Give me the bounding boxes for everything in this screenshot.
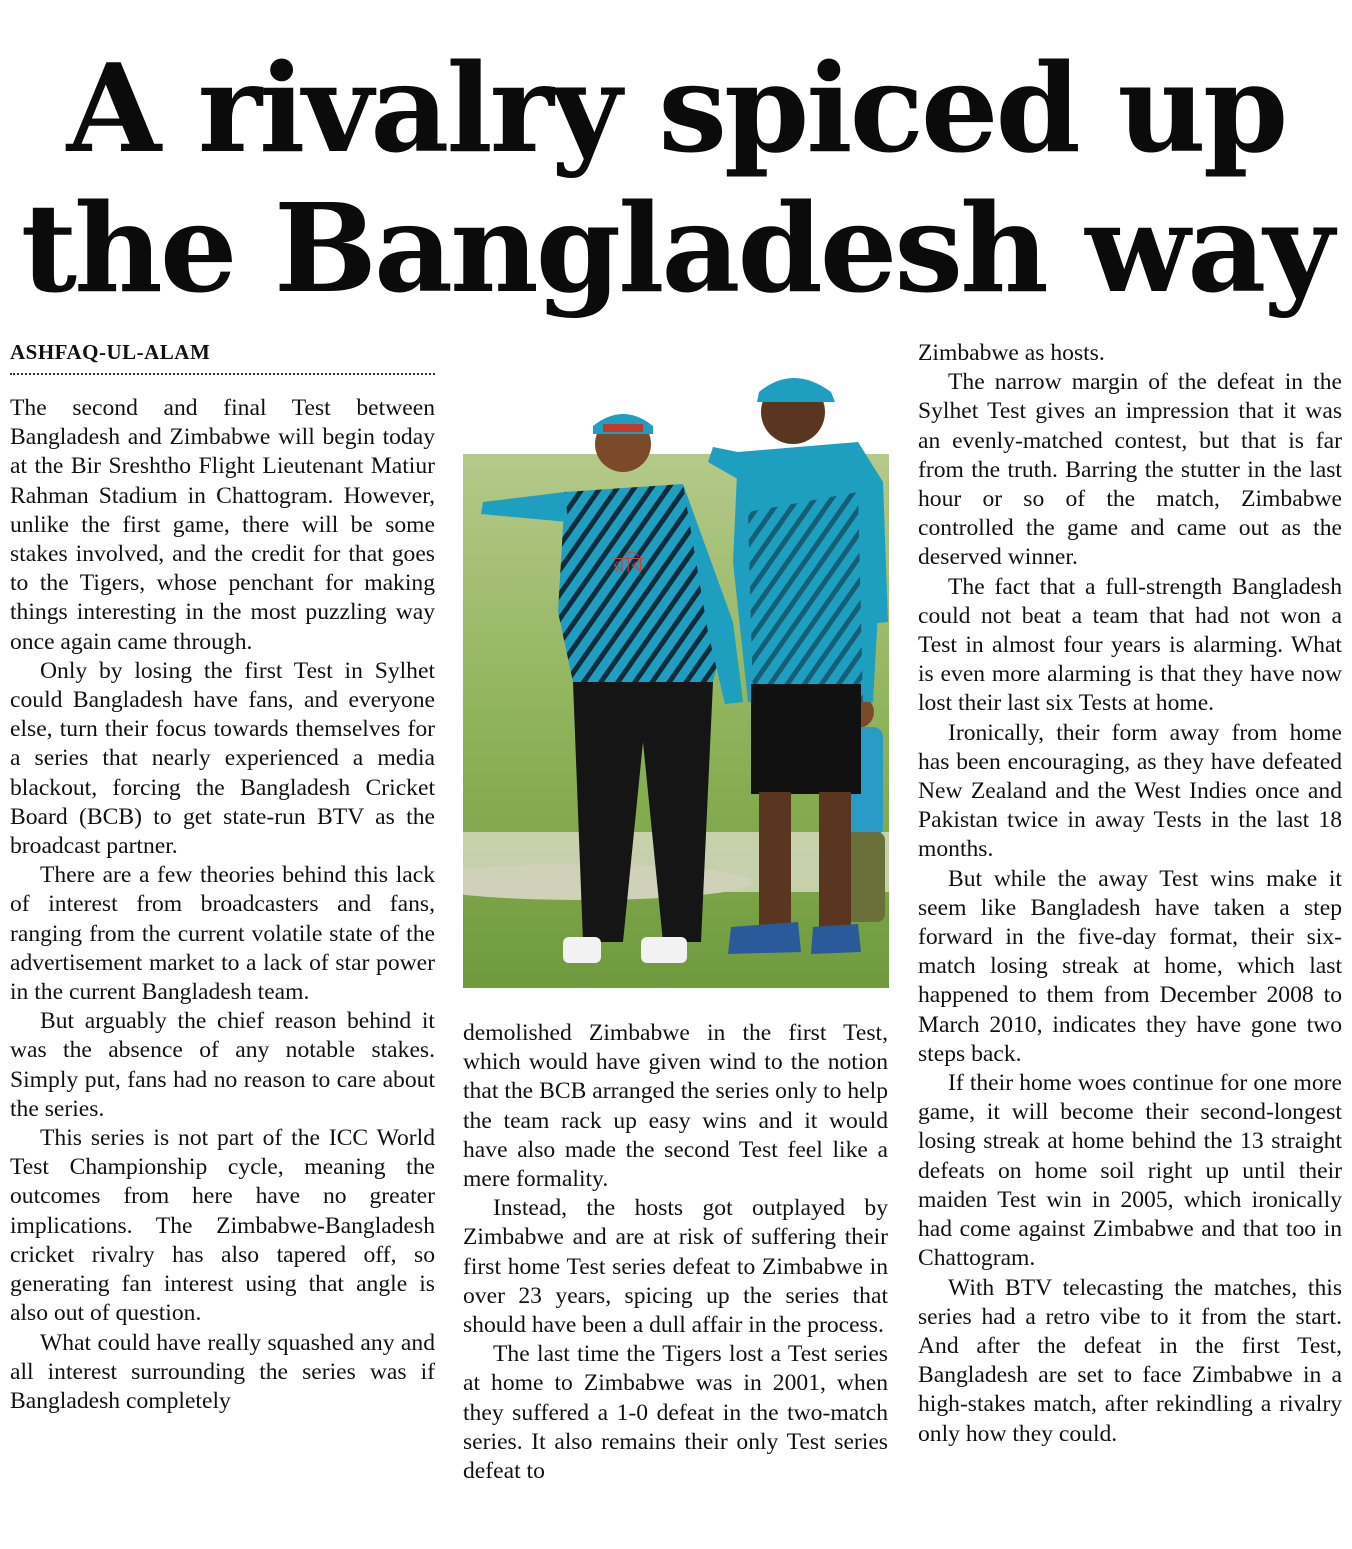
paragraph: demolished Zimbabwe in the first Test, which would have given wind to the notion that the BCB arranged the series only to help the team rack up easy wins and it would have also made the second Test feel like a mere formality. xyxy=(463,1020,888,1193)
headline-line-1: A rivalry spiced up xyxy=(66,36,1286,180)
paragraph: The fact that a full-strength Bangladesh could not beat a team that had not won a Test in almost four years is alarming. What is even more alarming is that they have now lost their last six Tests at home. xyxy=(918,573,1342,717)
paragraph: The narrow margin of the defeat in the Sylhet Test gives an impression that it was an evenly-matched contest, but that is far from the truth. Barring the stutter in the last hour or so of the match, Zimbabwe controlled the game and came out as the deserved winner. xyxy=(918,369,1342,571)
paragraph: Instead, the hosts got outplayed by Zimbabwe and are at risk of suffering their first home Test series defeat to Zimbabwe in over 23 years, spicing up the series that should have been a dull affair in the process. xyxy=(463,1195,888,1339)
paragraph: But while the away Test wins make it seem like Bangladesh have taken a step forward in the five-day format, their six-match losing streak at home, which last happened to them from December 2008 to March 2010, indicates they have gone two steps back. xyxy=(918,865,1342,1067)
paragraph: What could have really squashed any and all interest surrounding the series was if Bangladesh completely xyxy=(10,1329,435,1414)
paragraph: With BTV telecasting the matches, this series had a retro vibe to it from the start. And after the defeat in the first Test, Bangladesh are set to face Zimbabwe in a high-stakes match, after rekindling a rivalry only how they could. xyxy=(918,1274,1342,1447)
article-photo xyxy=(463,362,889,988)
article-column-3 xyxy=(918,339,1342,1449)
paragraph: This series is not part of the ICC World Test Championship cycle, meaning the outcomes from here have no greater implications. The Zimbabwe-Bangladesh cricket rivalry has also tapered off, so generating fan interest using that angle is also out of question. xyxy=(10,1125,435,1327)
paragraph: The second and final Test between Bangladesh and Zimbabwe will begin today at the Bir Sreshtho Flight Lieutenant Matiur Rahman Stadium in Chattogram. However, unlike the first game, there will be some stakes involved, and the credit for that goes to the Tigers, whose penchant for making things interesting in the most puzzling way once again came through. xyxy=(10,395,435,655)
paragraph: There are a few theories behind this lack of interest from broadcasters and fans, ranging from the current volatile state of the advertisement market to a lack of star power in the current Bangladesh team. xyxy=(10,862,435,1006)
byline: ASHFAQ-UL-ALAM xyxy=(10,340,435,375)
article-column-1 xyxy=(10,394,435,1416)
paragraph: The last time the Tigers lost a Test series at home to Zimbabwe was in 2001, when they suffered a 1-0 defeat in the two-match series. It also remains their only Test series defeat to xyxy=(463,1341,888,1485)
paragraph: Zimbabwe as hosts. xyxy=(918,340,1105,366)
headline xyxy=(0,38,1352,318)
paragraph: Ironically, their form away from home has been encouraging, as they have defeated New Zealand and the West Indies once and Pakistan twice in away Tests in the last 18 months. xyxy=(918,719,1342,863)
headline-line-2: the Bangladesh way xyxy=(20,176,1332,320)
article-column-2 xyxy=(463,1019,888,1486)
paragraph: But arguably the chief reason behind it was the absence of any notable stakes. Simply put, fans had no reason to care about the series. xyxy=(10,1008,435,1122)
cricket-practice-photo xyxy=(463,362,889,988)
paragraph: If their home woes continue for one more game, it will become their second-longest losing streak at home behind the 13 straight defeats on home soil right up until their maiden Test win in 2005, which ironically had come against Zimbabwe and that too in Chattogram. xyxy=(918,1070,1342,1272)
paragraph: Only by losing the first Test in Sylhet could Bangladesh have fans, and everyone else, turn their focus towards themselves for a series that nearly experienced a media blackout, forcing the Bangladesh Cricket Board (BCB) to get state-run BTV as the broadcast partner. xyxy=(10,657,435,860)
jersey-logo: রবি xyxy=(613,553,644,578)
